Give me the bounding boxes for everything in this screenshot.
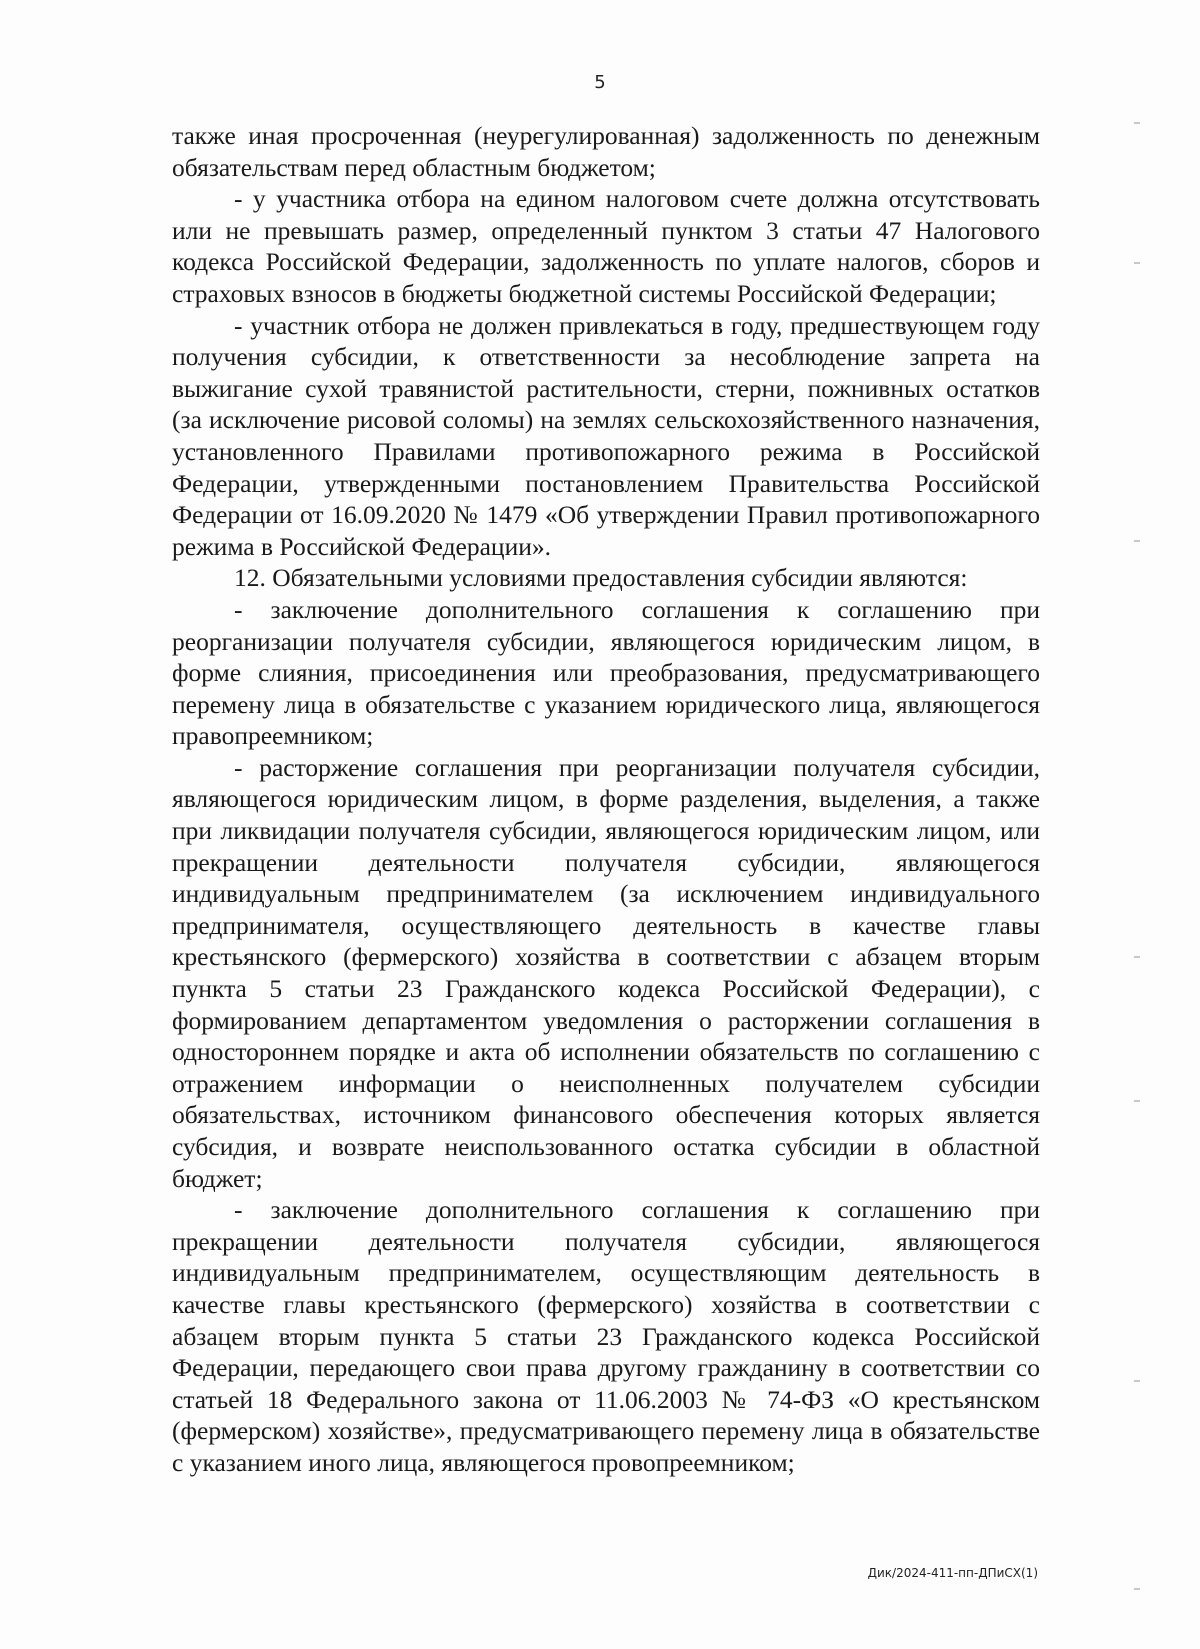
document-footer-code: Дик/2024-411-пп-ДПиСХ(1) bbox=[867, 1566, 1038, 1580]
paragraph-termination: - расторжение соглашения при реорганизации получателя субсидии, являющегося юридическим лицом, в форме разделения, выделения, а также при ликвидации получателя субсидии, являющегося юридическим лицом, или прекращении деятельности получателя субсидии, являющегося индивидуальным предпринимателем (за исключением индивидуального предпринимателя, осуществляющего деятельность в качестве главы крестьянского (фермерского) хозяйства в соответствии с абзацем вторым пункта 5 статьи 23 Гражданского кодекса Российской Федерации), с формированием департаментом уведомления о расторжении соглашения в одностороннем порядке и акта об исполнении обязательств по соглашению с отражением информации о неисполненных получателем субсидии обязательствах, источником финансового обеспечения которых является субсидия, и возврате неиспользованного остатка субсидии в областной бюджет; bbox=[172, 752, 1040, 1193]
scan-artifact bbox=[1134, 540, 1140, 542]
scan-artifact bbox=[1134, 262, 1140, 264]
paragraph-farm-transfer: - заключение дополнительного соглашения к соглашению при прекращении деятельности получателя субсидии, являющегося индивидуальным предпринимателем, осуществляющим деятельность в качестве главы крестьянского (фермерского) хозяйства в соответствии с абзацем вторым пункта 5 статьи 23 Гражданского кодекса Российской Федерации, передающего свои права другому гражданину в соответствии со статьей 18 Федерального закона от 11.06.2003 № 74-ФЗ «О крестьянском (фермерском) хозяйстве», предусматривающего перемену лица в обязательстве с указанием иного лица, являющегося провопреемником; bbox=[172, 1195, 1040, 1477]
paragraph-tax-debt: - у участника отбора на едином налоговом счете должна отсутствовать или не превышать размер, определенный пунктом 3 статьи 47 Налогового кодекса Российской Федерации, задолженность по уплате налогов, сборов и страховых взносов в бюджеты бюджетной системы Российской Федерации; bbox=[172, 184, 1040, 308]
paragraph-clause-12: 12. Обязательными условиями предоставления субсидии являются: bbox=[234, 563, 968, 593]
paragraph-additional-agreement: - заключение дополнительного соглашения к соглашению при реорганизации получателя субсидии, являющегося юридическим лицом, в форме слияния, присоединения или преобразования, предусматривающего перемену лица в обязательстве с указанием юридического лица, являющегося правопреемником; bbox=[172, 594, 1040, 751]
paragraph-continuation: также иная просроченная (неурегулированная) задолженность по денежным обязательствам перед областным бюджетом; bbox=[172, 121, 1040, 182]
scan-artifact bbox=[1134, 956, 1140, 958]
scan-artifact bbox=[1134, 1380, 1140, 1382]
scan-artifact bbox=[1134, 1588, 1140, 1590]
scan-artifact bbox=[1134, 1100, 1140, 1102]
page-number: 5 bbox=[594, 72, 606, 93]
paragraph-fire-regime: - участник отбора не должен привлекаться в году, предшествующем году получения субсидии, к ответственности за несоблюдение запрета на выжигание сухой травянистой растительности, стерни, пожнивных остатков (за исключение рисовой соломы) на землях сельскохозяйственного назначения, установленного Правилами противопожарного режима в Российской Федерации, утвержденными постановлением Правительства Российской Федерации от 16.09.2020 № 1479 «Об утверждении Правил противопожарного режима в Российской Федерации». bbox=[172, 310, 1040, 561]
scan-artifact bbox=[1134, 122, 1140, 124]
document-body bbox=[172, 120, 1040, 1479]
